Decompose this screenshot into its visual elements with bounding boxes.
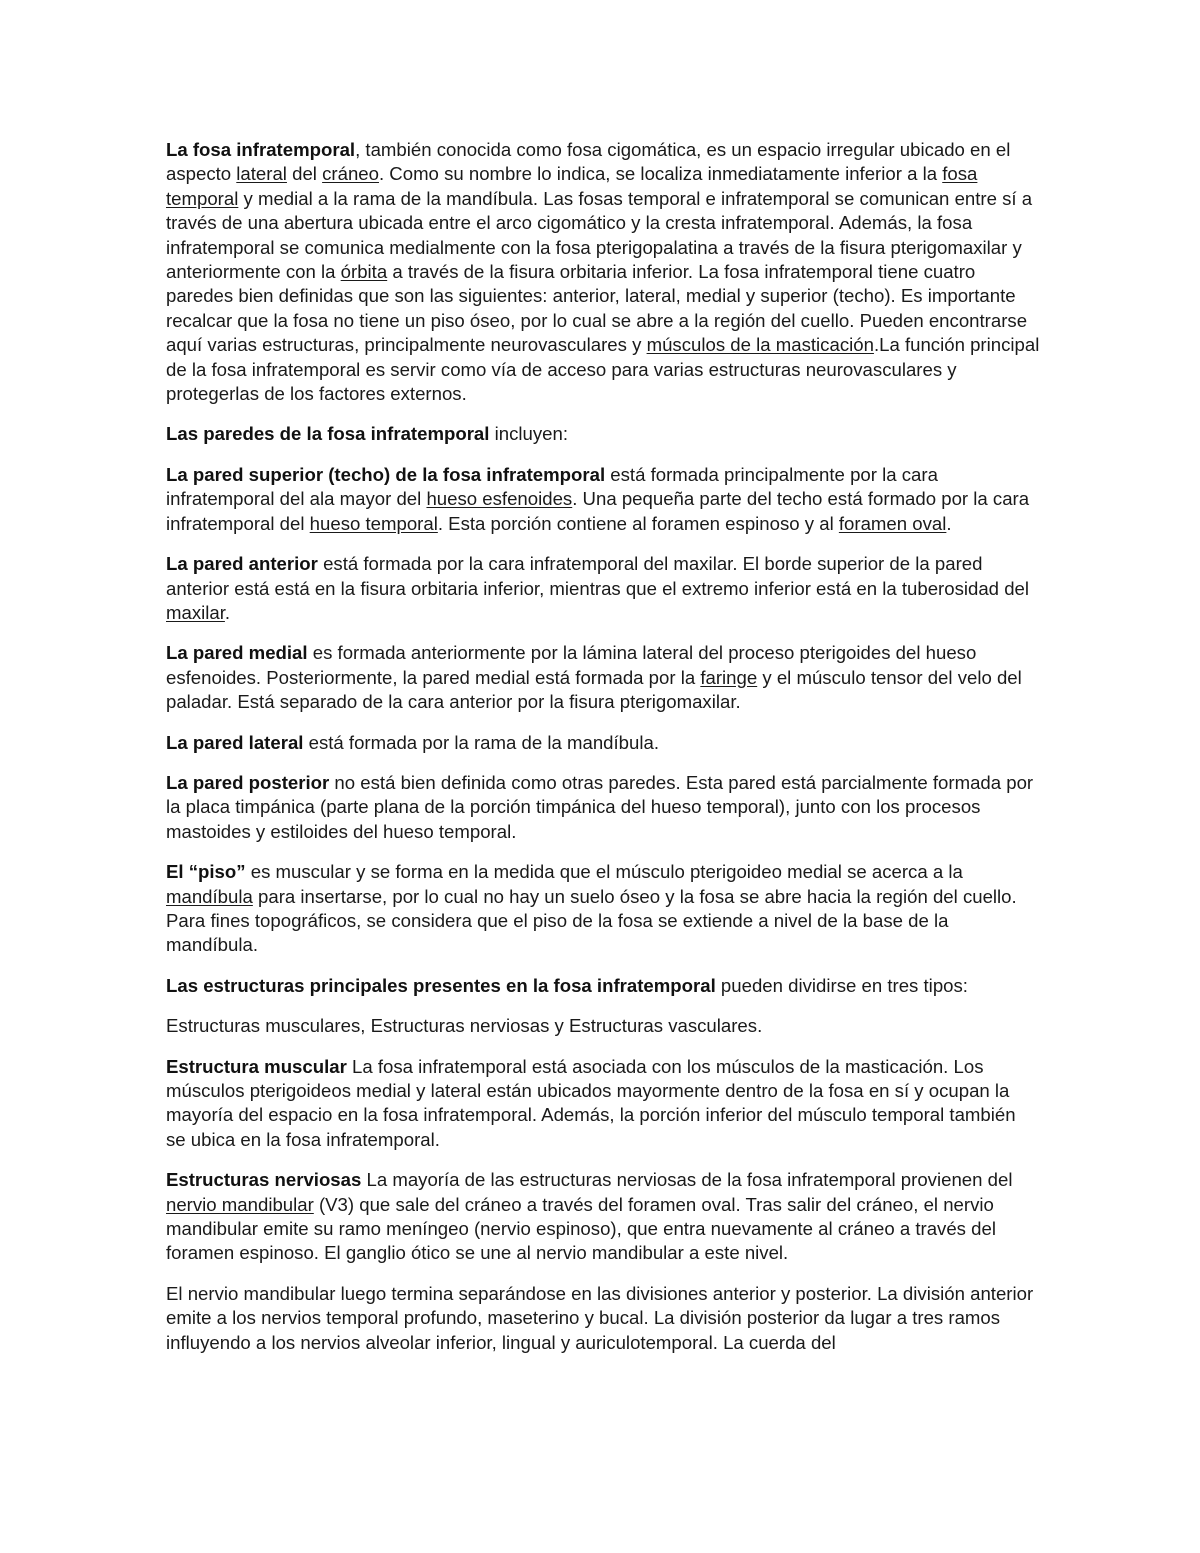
body-text: es muscular y se forma en la medida que el músculo pterigoideo medial se acerca a la (245, 861, 963, 883)
bold-term: El “piso” (166, 861, 246, 883)
document-body (166, 138, 1040, 1355)
body-text: . Una pequeña parte del techo está formado por la cara infratemporal del (166, 488, 1030, 534)
hyperlink-term[interactable]: cráneo (322, 163, 379, 185)
bold-term: La pared lateral (166, 731, 304, 753)
body-text: . (224, 601, 231, 623)
body-text: del (286, 163, 323, 185)
hyperlink-term[interactable]: mandíbula (166, 885, 253, 907)
body-text: . (946, 512, 952, 534)
body-text: . Esta porción contiene al foramen espinoso y al (437, 512, 839, 534)
body-text: no está bien definida como otras paredes. Esta pared está parcialmente formada por la placa timpánica (parte plana de la porción timpánica del hueso temporal), junto con los procesos mastoides y estiloides del hueso temporal. (166, 771, 1034, 842)
bold-term: Estructuras nerviosas (166, 1169, 362, 1191)
hyperlink-term[interactable]: foramen oval (838, 512, 947, 534)
bold-term: La pared medial (166, 642, 308, 664)
hyperlink-term[interactable]: faringe (700, 666, 758, 688)
body-text: El nervio mandibular luego termina separándose en las divisiones anterior y posterior. La división anterior emite a los nervios temporal profundo, maseterino y bucal. La división posterior da lugar a tres ramos influyendo a los nervios alveolar inferior, lingual y auriculotemporal. La cuerda del (166, 1282, 1034, 1353)
bold-term: La pared anterior (166, 553, 318, 575)
body-text: . Como su nombre lo indica, se localiza inmediatamente inferior a la (378, 163, 943, 185)
superior-wall-paragraph (166, 463, 1040, 536)
medial-wall-paragraph (166, 641, 1040, 714)
walls-heading-paragraph (166, 422, 1040, 446)
bold-term: La pared superior (techo) de la fosa infratemporal (166, 463, 606, 485)
body-text: está formada por la rama de la mandíbula. (303, 731, 659, 753)
body-text: es formada anteriormente por la lámina lateral del proceso pterigoides del hueso esfenoides. Posteriormente, la pared medial está formada por la (166, 642, 977, 688)
body-text: La fosa infratemporal está asociada con los músculos de la masticación. Los músculos pterigoideos medial y lateral están ubicados mayormente dentro de la fosa en sí y ocupan la mayoría del espacio en la fosa infratemporal. Además, la porción inferior del músculo temporal también se ubica en la fosa infratemporal. (166, 1055, 1016, 1150)
hyperlink-term[interactable]: hueso temporal (309, 512, 438, 534)
body-text: incluyen: (489, 423, 569, 445)
anterior-wall-paragraph (166, 552, 1040, 625)
body-text: , también conocida como fosa cigomática, es un espacio irregular ubicado en el aspecto (166, 139, 1011, 185)
body-text: está formada por la cara infratemporal del maxilar. El borde superior de la pared anterior está está en la fisura orbitaria inferior, mientras que el extremo inferior está en la tuberosidad del (166, 553, 1030, 599)
hyperlink-term[interactable]: fosa temporal (166, 163, 978, 209)
muscular-structure-paragraph (166, 1055, 1040, 1153)
bold-term: Las estructuras principales presentes en la fosa infratemporal (166, 974, 716, 996)
hyperlink-term[interactable]: lateral (236, 163, 287, 185)
body-text: y medial a la rama de la mandíbula. Las fosas temporal e infratemporal se comunican entre sí a través de una abertura ubicada entre el arco cigomático y la cresta infratemporal. Además, la fosa infratemporal se comunica medialmente con la fosa pterigopalatina a través de la fisura pterigomaxilar y anteriormente con la (166, 187, 1033, 283)
body-text: está formada principalmente por la cara infratemporal del ala mayor del (166, 463, 938, 510)
nervous-structures-paragraph (166, 1168, 1040, 1266)
body-text: .La función principal de la fosa infratemporal es servir como vía de acceso para varias estructuras neurovasculares y protegerlas de los factores externos. (166, 334, 1040, 405)
structures-heading-paragraph (166, 974, 1040, 998)
body-text: a través de la fisura orbitaria inferior. La fosa infratemporal tiene cuatro paredes bien definidas que son las siguientes: anterior, lateral, medial y superior (techo). Es importante recalcar que la fosa no tiene un piso óseo, por lo cual se abre a la región del cuello. Pueden encontrarse aquí varias estructuras, principalmente neurovasculares y (166, 261, 1028, 356)
body-text: y el músculo tensor del velo del paladar. Está separado de la cara anterior por la fisura pterigomaxilar. (166, 666, 1022, 713)
hyperlink-term[interactable]: maxilar (166, 601, 225, 623)
hyperlink-term[interactable]: músculos de la masticación (646, 334, 874, 356)
bold-term: La fosa infratemporal (166, 139, 356, 160)
body-text: Estructuras musculares, Estructuras nerviosas y Estructuras vasculares. (166, 1015, 763, 1037)
bold-term: Estructura muscular (166, 1055, 347, 1077)
floor-paragraph (166, 860, 1040, 958)
intro-paragraph (166, 138, 1040, 406)
mandibular-nerve-paragraph (166, 1282, 1040, 1355)
body-text: para insertarse, por lo cual no hay un suelo óseo y la fosa se abre hacia la región del cuello. Para fines topográficos, se considera que el piso de la fosa se extiende a nivel de la base de la mandíbula. (166, 885, 1017, 956)
hyperlink-term[interactable]: órbita (340, 261, 388, 283)
body-text: (V3) que sale del cráneo a través del foramen oval. Tras salir del cráneo, el nervio mandibular emite su ramo meníngeo (nervio espinoso), que entra nuevamente al cráneo a través del foramen espinoso. El ganglio ótico se une al nervio mandibular a este nivel. (166, 1193, 996, 1264)
bold-term: Las paredes de la fosa infratemporal (166, 423, 490, 445)
hyperlink-term[interactable]: nervio mandibular (166, 1193, 314, 1215)
hyperlink-term[interactable]: hueso esfenoides (426, 488, 573, 510)
posterior-wall-paragraph (166, 771, 1040, 844)
body-text: pueden dividirse en tres tipos: (715, 974, 968, 996)
bold-term: La pared posterior (166, 771, 330, 793)
body-text: La mayoría de las estructuras nerviosas de la fosa infratemporal provienen del (361, 1169, 1013, 1191)
structure-types-paragraph (166, 1014, 1040, 1038)
lateral-wall-paragraph (166, 731, 1040, 755)
